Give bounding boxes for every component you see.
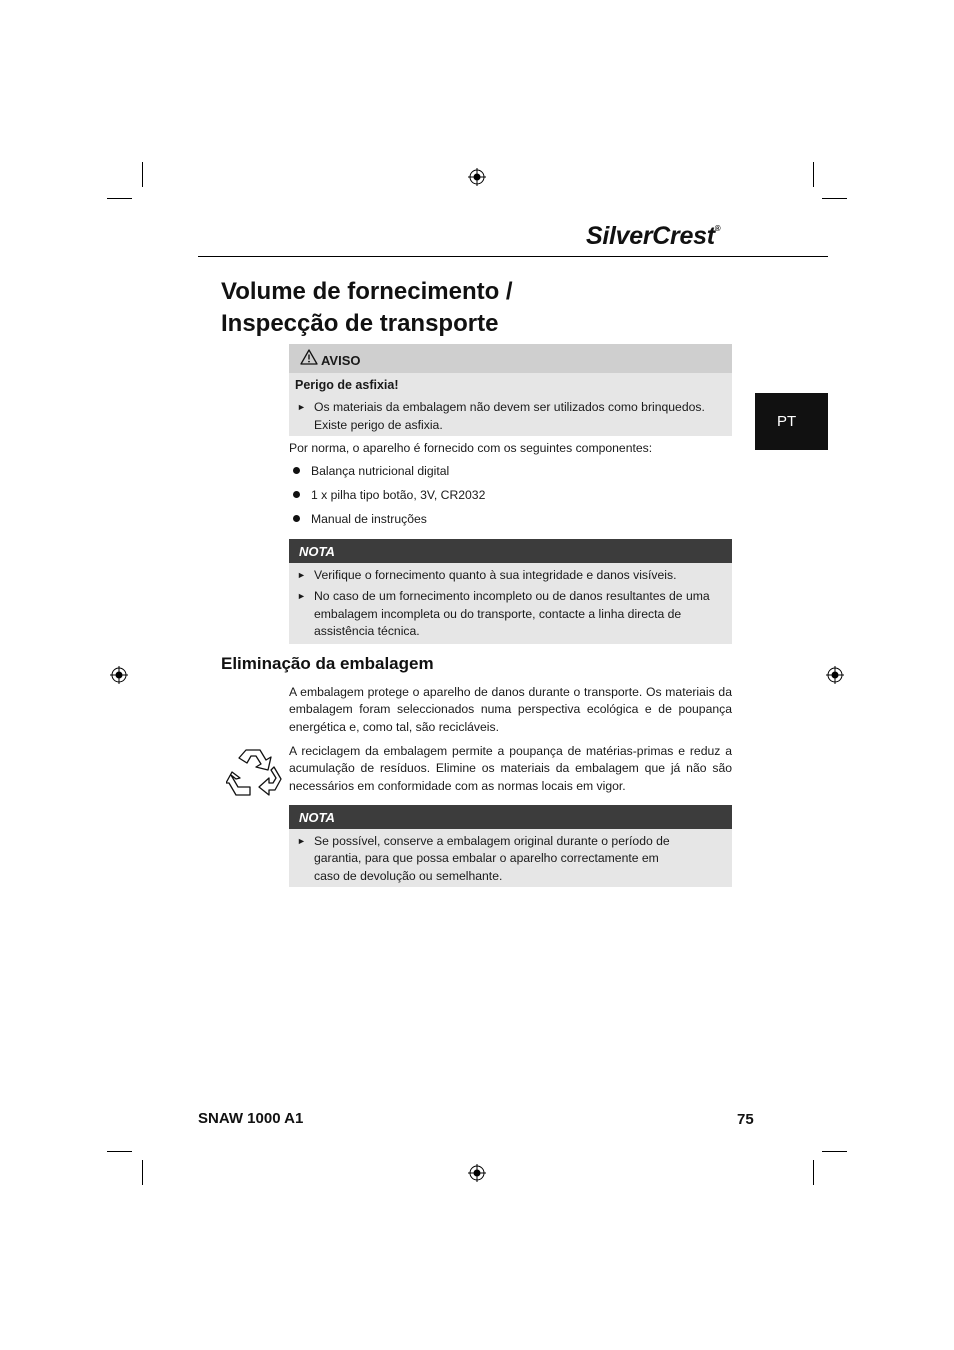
list-item: Balança nutricional digital	[293, 464, 449, 478]
arrow-bullet-icon: ►	[297, 836, 306, 846]
registration-mark-icon	[468, 1164, 486, 1182]
crop-mark	[822, 198, 847, 199]
note-box-header	[289, 539, 732, 563]
warning-subheading: Perigo de asfixia!	[295, 378, 399, 392]
recycling-paragraph: A reciclagem da embalagem permite a poupança de matérias-primas e reduz a acumulação de resíduos. Elimine os materiais da embalagem que já não são necessários em conformidade com as normas locais em vigor.	[289, 744, 732, 793]
note-box	[289, 805, 732, 887]
note-box-header	[289, 805, 732, 829]
registration-mark-icon	[826, 666, 844, 684]
note-item: ► Verifique o fornecimento quanto à sua integridade e danos visíveis.	[295, 567, 722, 584]
bullet-icon	[293, 515, 300, 522]
registration-mark-icon	[468, 168, 486, 186]
note-item: ► Se possível, conserve a embalagem original durante o período de garantia, para que possa embalar o aparelho correctamente em caso de devolução ou semelhante.	[297, 834, 670, 883]
list-item: 1 x pilha tipo botão, 3V, CR2032	[293, 488, 485, 502]
note-heading: NOTA	[299, 544, 335, 559]
page-number: 75	[737, 1111, 754, 1128]
crop-mark	[142, 162, 143, 187]
page-title: Volume de fornecimento / Inspecção de transporte	[221, 278, 513, 337]
intro-text: Por norma, o aparelho é fornecido com os seguintes componentes:	[289, 441, 653, 455]
crop-mark	[822, 1151, 847, 1152]
arrow-bullet-icon: ►	[297, 591, 306, 602]
warning-box	[289, 344, 732, 436]
arrow-bullet-icon: ►	[297, 402, 306, 413]
arrow-bullet-icon: ►	[297, 570, 306, 580]
recycle-icon	[226, 745, 284, 800]
warning-heading: AVISO	[321, 353, 361, 368]
crop-mark	[107, 1151, 132, 1152]
header-rule	[198, 256, 828, 257]
bullet-icon	[293, 491, 300, 498]
language-tab: PT	[755, 393, 828, 450]
registration-mark-icon	[110, 666, 128, 684]
section-heading: Eliminação da embalagem	[221, 654, 434, 673]
bullet-icon	[293, 467, 300, 474]
crop-mark	[142, 1160, 143, 1185]
warning-triangle-icon	[300, 349, 318, 365]
note-box	[289, 539, 732, 644]
note-heading: NOTA	[299, 810, 335, 825]
list-item: Manual de instruções	[293, 512, 427, 526]
brand-logo: SilverCrest®	[586, 222, 721, 250]
note-item: ► No caso de um fornecimento incompleto ou de danos resultantes de uma embalagem incompleta ou do transporte, contacte a linha directa de assistência técnica.	[297, 589, 710, 639]
disposal-paragraph: A embalagem protege o aparelho de danos durante o transporte. Os materiais da embalagem foram seleccionados numa perspectiva ecológica e de poupança energética e, como tal, são recicláveis.	[289, 685, 732, 734]
crop-mark	[107, 198, 132, 199]
footer-model: SNAW 1000 A1	[198, 1110, 304, 1127]
crop-mark	[813, 1160, 814, 1185]
warning-item: ► Os materiais da embalagem não devem ser utilizados como brinquedos. Existe perigo de asfixia.	[297, 400, 705, 432]
warning-box-header	[289, 344, 732, 373]
crop-mark	[813, 162, 814, 187]
